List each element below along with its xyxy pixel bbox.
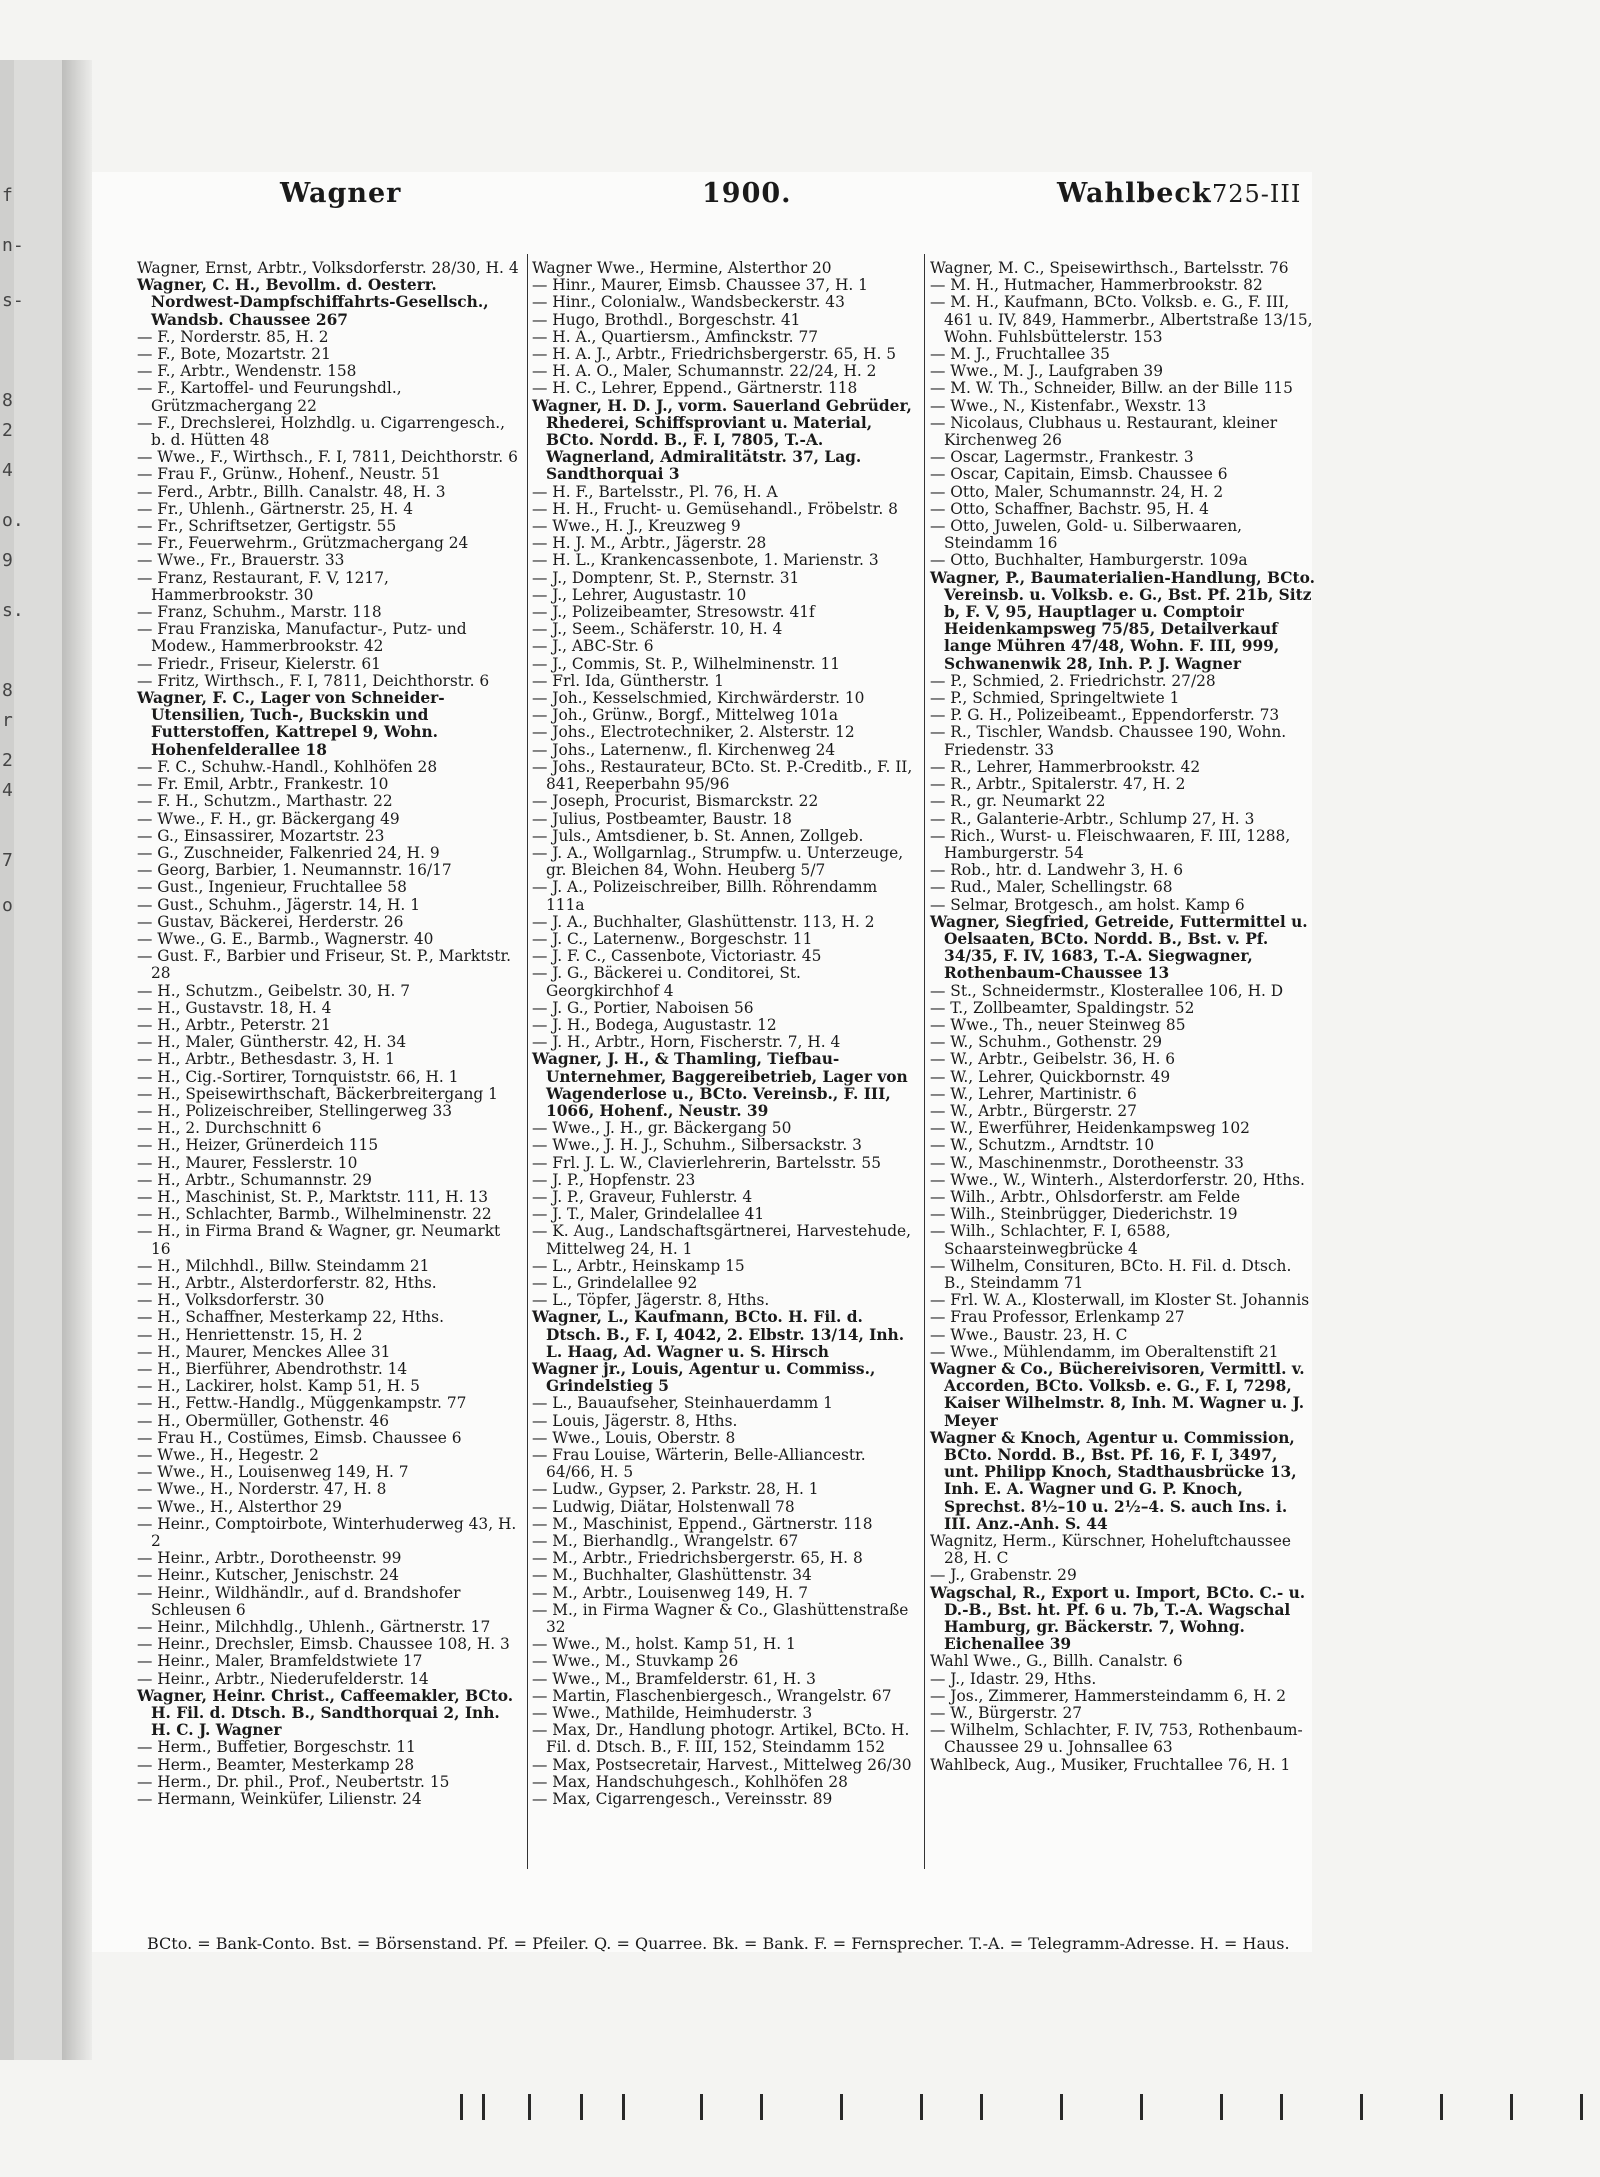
directory-entry: — Fr., Feuerwehrm., Grützmachergang 24	[137, 534, 469, 553]
edge-mark	[482, 2094, 485, 2120]
directory-entry: — H., Speisewirthschaft, Bäckerbreitergang 1	[137, 1084, 498, 1103]
edge-mark	[1140, 2094, 1143, 2120]
directory-entry: — H., Milchhdl., Billw. Steindamm 21	[137, 1256, 430, 1275]
directory-entry: — R., gr. Neumarkt 22	[930, 792, 1106, 811]
edge-mark	[622, 2094, 625, 2120]
directory-entry: — H. A., Quartiersm., Amfinckstr. 77	[532, 327, 819, 346]
directory-entry: — Gustav, Bäckerei, Herderstr. 26	[137, 912, 404, 931]
directory-entry: — Oscar, Lagermstr., Frankestr. 3	[930, 448, 1194, 467]
fragment-glyph: 9	[2, 550, 13, 571]
directory-entry: — Wwe., J. H., gr. Bäckergang 50	[532, 1119, 792, 1138]
edge-mark	[840, 2094, 843, 2120]
directory-entry: — Max, Postsecretair, Harvest., Mittelweg 26/30	[532, 1755, 912, 1774]
directory-entry: — H., Fettw.-Handlg., Müggenkampstr. 77	[137, 1394, 467, 1413]
directory-entry: — Wwe., Louis, Oberstr. 8	[532, 1428, 736, 1447]
directory-entry: — H., Lackirer, holst. Kamp 51, H. 5	[137, 1377, 420, 1396]
directory-entry: — Louis, Jägerstr. 8, Hths.	[532, 1411, 738, 1430]
directory-entry: — M. W. Th., Schneider, Billw. an der Bille 115	[930, 379, 1293, 398]
directory-entry: — St., Schneidermstr., Klosterallee 106, H. D	[930, 981, 1284, 1000]
directory-entry: — H., 2. Durchschnitt 6	[137, 1119, 322, 1138]
directory-entry: — H., Arbtr., Schumannstr. 29	[137, 1170, 372, 1189]
directory-entry: — H. F., Bartelsstr., Pl. 76, H. A	[532, 482, 778, 501]
directory-entry: — Ludwig, Diätar, Holstenwall 78	[532, 1497, 795, 1516]
edge-mark	[460, 2094, 463, 2120]
directory-entry: — Otto, Buchhalter, Hamburgerstr. 109a	[930, 551, 1248, 570]
directory-entry: Wagner & Co., Büchereivisoren, Vermittl. v. Accorden, BCto. Volksb. e. G., F. I, 7298, Kaiser Wilhelmstr. 8, Inh. M. Wagner u. J. Meyer	[930, 1360, 1305, 1430]
directory-entry: — Fr., Schriftsetzer, Gertigstr. 55	[137, 517, 397, 536]
directory-entry: — W., Lehrer, Quickbornstr. 49	[930, 1067, 1171, 1086]
directory-entry: — M. H., Hutmacher, Hammerbrookstr. 82	[930, 276, 1263, 295]
abbreviation-legend: BCto. = Bank-Conto. Bst. = Börsenstand. Pf. = Pfeiler. Q. = Quarree. Bk. = Bank. F. = Fernsprecher. T.-A. = Telegramm-Adresse. H. = Haus.	[147, 1934, 1290, 1953]
directory-entry: — Otto, Schaffner, Bachstr. 95, H. 4	[930, 499, 1209, 518]
directory-entry: — Wilhelm, Schlachter, F. IV, 753, Rothenbaum-Chaussee 29 u. Johnsallee 63	[930, 1721, 1303, 1757]
header-left-keyword: Wagner	[280, 178, 402, 209]
directory-entry: — Wwe., M., holst. Kamp 51, H. 1	[532, 1635, 796, 1654]
directory-entry: — H., Maschinist, St. P., Marktstr. 111, H. 13	[137, 1187, 489, 1206]
directory-entry: — W., Schutzm., Arndtstr. 10	[930, 1136, 1155, 1155]
directory-entry: — H., Arbtr., Alsterdorferstr. 82, Hths.	[137, 1273, 437, 1292]
directory-entry: — Wwe., M., Bramfelderstr. 61, H. 3	[532, 1669, 816, 1688]
directory-entry: — H. L., Krankencassenbote, 1. Marienstr. 3	[532, 551, 879, 570]
directory-entry: — Franz, Restaurant, F. V, 1217, Hammerbrookstr. 30	[137, 568, 389, 604]
directory-entry: — M., Buchhalter, Glashüttenstr. 34	[532, 1566, 812, 1585]
directory-entry: — Heinr., Arbtr., Dorotheenstr. 99	[137, 1549, 402, 1568]
directory-entry: — H., Henriettenstr. 15, H. 2	[137, 1325, 363, 1344]
directory-entry: — Joseph, Procurist, Bismarckstr. 22	[532, 792, 819, 811]
directory-page	[92, 172, 1315, 1953]
fragment-glyph: s.	[2, 600, 24, 621]
directory-entry: — Wwe., J. H. J., Schuhm., Silbersackstr. 3	[532, 1136, 862, 1155]
directory-entry: — W., Ewerführer, Heidenkampsweg 102	[930, 1119, 1250, 1138]
directory-entry: — Juls., Amtsdiener, b. St. Annen, Zollgeb.	[532, 826, 864, 845]
directory-entry: — R., Tischler, Wandsb. Chaussee 190, Wohn. Friedenstr. 33	[930, 723, 1287, 759]
directory-entry: — Julius, Postbeamter, Baustr. 18	[532, 809, 792, 828]
directory-entry: — R., Lehrer, Hammerbrookstr. 42	[930, 757, 1201, 776]
edge-mark	[1280, 2094, 1283, 2120]
directory-entry: — Fritz, Wirthsch., F. I, 7811, Deichthorstr. 6	[137, 671, 490, 690]
directory-entry: — F. C., Schuhw.-Handl., Kohlhöfen 28	[137, 757, 438, 776]
header-right-keyword: Wahlbeck	[1057, 178, 1212, 209]
directory-entry: — W., Maschinenmstr., Dorotheenstr. 33	[930, 1153, 1244, 1172]
directory-entry: Wahl Wwe., G., Billh. Canalstr. 6	[930, 1652, 1183, 1671]
directory-entry: — H., Schaffner, Mesterkamp 22, Hths.	[137, 1308, 444, 1327]
directory-entry: — H. J. M., Arbtr., Jägerstr. 28	[532, 534, 767, 553]
running-head	[92, 172, 1312, 222]
directory-entry: — Herm., Buffetier, Borgeschstr. 11	[137, 1738, 416, 1757]
directory-entry: — P. G. H., Polizeibeamt., Eppendorferstr. 73	[930, 706, 1280, 725]
directory-entry: — F., Norderstr. 85, H. 2	[137, 327, 329, 346]
directory-entry: — Fr., Uhlenh., Gärtnerstr. 25, H. 4	[137, 499, 414, 518]
directory-entry: — Frau F., Grünw., Hohenf., Neustr. 51	[137, 465, 441, 484]
directory-column-1	[137, 260, 522, 1808]
directory-entry: — J., Seem., Schäferstr. 10, H. 4	[532, 620, 783, 639]
directory-entry: — Joh., Grünw., Borgf., Mittelweg 101a	[532, 706, 839, 725]
directory-entry: Wagner, Ernst, Arbtr., Volksdorferstr. 28/30, H. 4	[137, 259, 519, 277]
directory-entry: — F., Kartoffel- und Feurungshdl., Grützmachergang 22	[137, 379, 402, 415]
directory-entry: — R., Galanterie-Arbtr., Schlump 27, H. 3	[930, 809, 1255, 828]
directory-entry: — M., Maschinist, Eppend., Gärtnerstr. 118	[532, 1514, 873, 1533]
directory-entry: — H., Schlachter, Barmb., Wilhelminenstr. 22	[137, 1205, 492, 1224]
directory-entry: Wagner, L., Kaufmann, BCto. H. Fil. d. Dtsch. B., F. I, 4042, 2. Elbstr. 13/14, Inh. L. Haag, Ad. Wagner u. S. Hirsch	[532, 1308, 905, 1361]
directory-entry: — F., Drechslerei, Holzhdlg. u. Cigarrengesch., b. d. Hütten 48	[137, 413, 506, 450]
fragment-glyph: 4	[2, 460, 13, 481]
directory-entry: — Selmar, Brotgesch., am holst. Kamp 6	[930, 895, 1245, 914]
directory-entry: — Wwe., G. E., Barmb., Wagnerstr. 40	[137, 929, 434, 948]
directory-entry: — Rud., Maler, Schellingstr. 68	[930, 878, 1173, 897]
fragment-glyph: 2	[2, 420, 13, 441]
directory-entry: — L., Töpfer, Jägerstr. 8, Hths.	[532, 1291, 770, 1310]
directory-entry: Wagner, C. H., Bevollm. d. Oesterr. Nordwest-Dampfschiffahrts-Gesellsch., Wandsb. Chaussee 267	[137, 276, 489, 329]
directory-entry: — Wwe., F. H., gr. Bäckergang 49	[137, 809, 400, 828]
directory-entry: — H., Maurer, Menckes Allee 31	[137, 1342, 391, 1361]
fragment-glyph: o	[2, 895, 13, 916]
directory-entry: Wagner, Heinr. Christ., Caffeemakler, BCto. H. Fil. d. Dtsch. B., Sandthorquai 2, Inh. H. C. J. Wagner	[137, 1686, 514, 1740]
fragment-glyph: f	[2, 185, 13, 206]
edge-mark	[700, 2094, 703, 2120]
directory-entry: — H., Heizer, Grünerdeich 115	[137, 1136, 379, 1155]
directory-entry: — Herm., Dr. phil., Prof., Neubertstr. 15	[137, 1772, 450, 1791]
directory-entry: — H. A. O., Maler, Schumannstr. 22/24, H. 2	[532, 362, 877, 381]
fragment-glyph: o.	[2, 510, 24, 531]
directory-entry: Wagner, P., Baumaterialien-Handlung, BCto. Vereinsb. u. Volksb. e. G., Bst. Pf. 21b, Sitz b, F. V, 95, Hauptlager u. Comptoir Heidenkampsweg 75/85, Detailverkauf lange Mühren 47/48, Wohn. F. III, 999, Schwanenwik 28, Inh. P. J. Wagner	[930, 568, 1315, 673]
directory-entry: — Nicolaus, Clubhaus u. Restaurant, kleiner Kirchenweg 26	[930, 413, 1278, 450]
directory-entry: — Wwe., H. J., Kreuzweg 9	[532, 517, 741, 536]
directory-entry: — J. G., Bäckerei u. Conditorei, St. Georgkirchhof 4	[532, 964, 801, 1000]
directory-entry: — J. A., Polizeischreiber, Billh. Röhrendamm 111a	[532, 878, 878, 914]
directory-entry: — H. C., Lehrer, Eppend., Gärtnerstr. 118	[532, 379, 858, 398]
directory-entry: — Jos., Zimmerer, Hammersteindamm 6, H. 2	[930, 1686, 1287, 1705]
directory-entry: — Johs., Restaurateur, BCto. St. P.-Creditb., F. II, 841, Reeperbahn 95/96	[532, 757, 913, 794]
directory-entry: — K. Aug., Landschaftsgärtnerei, Harvestehude, Mittelweg 24, H. 1	[532, 1222, 912, 1258]
directory-entry: Wagner, F. C., Lager von Schneider-Utensilien, Tuch-, Buckskin und Futterstoffen, Kattrepel 9, Wohn. Hohenfelderallee 18	[137, 689, 445, 759]
directory-entry: — Ludw., Gypser, 2. Parkstr. 28, H. 1	[532, 1480, 819, 1499]
directory-entry: — Wilh., Steinbrügger, Diederichstr. 19	[930, 1205, 1238, 1224]
directory-entry: — H. A. J., Arbtr., Friedrichsbergerstr. 65, H. 5	[532, 345, 897, 364]
directory-entry: — Hinr., Colonialw., Wandsbeckerstr. 43	[532, 293, 845, 312]
directory-entry: Wagner, M. C., Speisewirthsch., Bartelsstr. 76	[930, 259, 1289, 277]
directory-entry: — Wwe., H., Norderstr. 47, H. 8	[137, 1480, 387, 1499]
directory-entry: — J. A., Buchhalter, Glashüttenstr. 113, H. 2	[532, 912, 875, 931]
directory-entry: Wahlbeck, Aug., Musiker, Fruchtallee 76, H. 1	[930, 1755, 1291, 1774]
previous-page-edge	[0, 60, 64, 2060]
page-number: 725-III	[1212, 180, 1302, 208]
directory-entry: — H., Cig.-Sortirer, Tornquiststr. 66, H. 1	[137, 1067, 459, 1086]
directory-entry: — Heinr., Comptoirbote, Winterhuderweg 43, H. 2	[137, 1514, 517, 1551]
directory-entry: — H., Maurer, Fesslerstr. 10	[137, 1153, 358, 1172]
directory-entry: — J. A., Wollgarnlag., Strumpfw. u. Unterzeuge, gr. Bleichen 84, Wohn. Heuberg 5/7	[532, 843, 904, 880]
directory-entry: — H., Arbtr., Peterstr. 21	[137, 1015, 331, 1034]
directory-entry: — Gust., Schuhm., Jägerstr. 14, H. 1	[137, 895, 420, 914]
directory-entry: — Wwe., H., Alsterthor 29	[137, 1497, 342, 1516]
directory-entry: — Herm., Beamter, Mesterkamp 28	[137, 1755, 415, 1774]
directory-entry: — Otto, Juwelen, Gold- u. Silberwaaren, Steindamm 16	[930, 517, 1243, 553]
directory-entry: — Wwe., N., Kistenfabr., Wexstr. 13	[930, 396, 1207, 415]
directory-entry: — J. H., Bodega, Augustastr. 12	[532, 1015, 777, 1034]
directory-entry: — J., ABC-Str. 6	[532, 637, 654, 656]
directory-entry: — Frl. J. L. W., Clavierlehrerin, Bartelsstr. 55	[532, 1153, 882, 1172]
directory-entry: — Wilhelm, Consituren, BCto. H. Fil. d. Dtsch. B., Steindamm 71	[930, 1256, 1292, 1292]
fragment-glyph: 8	[2, 680, 13, 701]
directory-entry: — Joh., Kesselschmied, Kirchwärderstr. 10	[532, 689, 865, 708]
directory-entry: — Frau Professor, Erlenkamp 27	[930, 1308, 1185, 1327]
directory-entry: — Max, Cigarrengesch., Vereinsstr. 89	[532, 1790, 833, 1809]
directory-entry: Wagner, Siegfried, Getreide, Futtermittel u. Oelsaaten, BCto. Nordd. B., Bst. v. Pf. 34/35, F. IV, 1683, T.-A. Siegwagner, Rothenbaum-Chaussee 13	[930, 912, 1308, 983]
directory-entry: — H. H., Frucht- u. Gemüsehandl., Fröbelstr. 8	[532, 499, 898, 518]
directory-entry: — Frau Louise, Wärterin, Belle-Alliancestr. 64/66, H. 5	[532, 1446, 866, 1482]
directory-entry: — Wwe., Fr., Brauerstr. 33	[137, 551, 345, 570]
directory-entry: — M. J., Fruchtallee 35	[930, 345, 1110, 364]
directory-entry: — M., in Firma Wagner & Co., Glashüttenstraße 32	[532, 1600, 909, 1637]
directory-entry: — Wwe., M., Stuvkamp 26	[532, 1652, 739, 1671]
directory-entry: — H., Obermüller, Gothenstr. 46	[137, 1411, 390, 1430]
directory-entry: — H., in Firma Brand & Wagner, gr. Neumarkt 16	[137, 1222, 501, 1258]
directory-entry: — J. H., Arbtr., Horn, Fischerstr. 7, H. 4	[532, 1033, 841, 1052]
directory-entry: — H., Maler, Güntherstr. 42, H. 34	[137, 1033, 407, 1052]
directory-entry: — Frl. W. A., Klosterwall, im Kloster St. Johannis	[930, 1291, 1310, 1310]
directory-entry: — L., Grindelallee 92	[532, 1273, 698, 1292]
scan-edge-marks	[460, 2094, 1600, 2124]
directory-entry: — Wwe., Mathilde, Heimhuderstr. 3	[532, 1704, 813, 1723]
directory-entry: — Martin, Flaschenbiergesch., Wrangelstr. 67	[532, 1686, 892, 1705]
directory-entry: — Wwe., M. J., Laufgraben 39	[930, 362, 1163, 381]
directory-entry: — L., Arbtr., Heinskamp 15	[532, 1256, 745, 1275]
directory-entry: — Gust. F., Barbier und Friseur, St. P., Marktstr. 28	[137, 947, 512, 983]
directory-entry: — J. C., Laternenw., Borgeschstr. 11	[532, 929, 813, 948]
directory-entry: Wagner Wwe., Hermine, Alsterthor 20	[532, 259, 832, 277]
directory-entry: — Heinr., Arbtr., Niederufelderstr. 14	[137, 1669, 429, 1688]
directory-entry: — Hermann, Weinküfer, Lilienstr. 24	[137, 1790, 422, 1809]
directory-entry: — F., Arbtr., Wendenstr. 158	[137, 362, 357, 381]
directory-column-2	[532, 260, 917, 1808]
directory-entry: — Rich., Wurst- u. Fleischwaaren, F. III, 1288, Hamburgerstr. 54	[930, 826, 1291, 862]
directory-entry: — M., Bierhandlg., Wrangelstr. 67	[532, 1532, 799, 1551]
directory-entry: — H., Bierführer, Abendrothstr. 14	[137, 1360, 408, 1378]
directory-entry: — Rob., htr. d. Landwehr 3, H. 6	[930, 861, 1184, 880]
edge-mark	[1510, 2094, 1513, 2120]
directory-entry: — Wwe., Th., neuer Steinweg 85	[930, 1015, 1186, 1034]
header-year: 1900.	[702, 178, 792, 209]
directory-entry: — Ferd., Arbtr., Billh. Canalstr. 48, H. 3	[137, 482, 446, 501]
directory-entry: — W., Bürgerstr. 27	[930, 1704, 1083, 1723]
directory-entry: — J. P., Graveur, Fuhlerstr. 4	[532, 1187, 753, 1206]
directory-entry: — G., Einsassirer, Mozartstr. 23	[137, 826, 385, 845]
directory-entry: — Frau Franziska, Manufactur-, Putz- und Modew., Hammerbrookstr. 42	[137, 620, 467, 656]
binding-gutter	[62, 60, 92, 2060]
directory-entry: — J., Domptenr, St. P., Sternstr. 31	[532, 568, 800, 587]
edge-mark	[920, 2094, 923, 2120]
directory-entry: — J. G., Portier, Naboisen 56	[532, 998, 754, 1017]
directory-entry: — Wilh., Schlachter, F. I, 6588, Schaarsteinwegbrücke 4	[930, 1222, 1171, 1258]
directory-entry: — M., Arbtr., Louisenweg 149, H. 7	[532, 1583, 808, 1602]
directory-entry: — F. H., Schutzm., Marthastr. 22	[137, 792, 393, 811]
directory-entry: — Wwe., Mühlendamm, im Oberaltenstift 21	[930, 1342, 1279, 1361]
directory-entry: — Wwe., H., Louisenweg 149, H. 7	[137, 1463, 409, 1482]
directory-entry: — Wwe., H., Hegestr. 2	[137, 1446, 319, 1465]
column-divider	[924, 254, 925, 1869]
directory-entry: — Heinr., Wildhändlr., auf d. Brandshofer Schleusen 6	[137, 1583, 461, 1619]
directory-entry: — J., Polizeibeamter, Stresowstr. 41f	[532, 603, 815, 622]
edge-mark	[760, 2094, 763, 2120]
directory-entry: — P., Schmied, 2. Friedrichstr. 27/28	[930, 671, 1216, 690]
directory-entry: — J. P., Hopfenstr. 23	[532, 1170, 696, 1189]
directory-entry: — Heinr., Drechsler, Eimsb. Chaussee 108, H. 3	[137, 1635, 510, 1654]
column-divider	[527, 254, 528, 1869]
directory-entry: — Heinr., Maler, Bramfeldstwiete 17	[137, 1652, 423, 1671]
directory-entry: — H., Polizeischreiber, Stellingerweg 33	[137, 1101, 453, 1120]
directory-entry: — Georg, Barbier, 1. Neumannstr. 16/17	[137, 861, 452, 880]
directory-entry: — J., Lehrer, Augustastr. 10	[532, 585, 747, 604]
directory-entry: — R., Arbtr., Spitalerstr. 47, H. 2	[930, 775, 1186, 794]
directory-entry: Wagner & Knoch, Agentur u. Commission, BCto. Nordd. B., Bst. Pf. 16, F. I, 3497, unt. Philipp Knoch, Stadthausbrücke 13, Inh. E. A. Wagner und G. P. Knoch, Sprechst. 8½–10 u. 2½–4. S. auch Ins. i. III. Anz.-Anh. S. 44	[930, 1428, 1297, 1533]
directory-entry: — J., Grabenstr. 29	[930, 1566, 1077, 1585]
directory-entry: — Hinr., Maurer, Eimsb. Chaussee 37, H. 1	[532, 276, 868, 295]
directory-entry: — H., Schutzm., Geibelstr. 30, H. 7	[137, 981, 411, 1000]
directory-entry: — Johs., Laternenw., fl. Kirchenweg 24	[532, 740, 836, 759]
directory-entry: — Wilh., Arbtr., Ohlsdorferstr. am Felde	[930, 1187, 1241, 1206]
edge-mark	[1440, 2094, 1443, 2120]
page-bleed	[0, 60, 14, 2060]
directory-entry: — J. F. C., Cassenbote, Victoriastr. 45	[532, 947, 822, 966]
fragment-glyph: 4	[2, 780, 13, 801]
directory-entry: — Max, Dr., Handlung photogr. Artikel, BCto. H. Fil. d. Dtsch. B., F. III, 152, Steindamm 152	[532, 1721, 910, 1757]
directory-entry: — Wwe., Baustr. 23, H. C	[930, 1325, 1128, 1344]
directory-entry: — H., Volksdorferstr. 30	[137, 1291, 325, 1310]
directory-entry: — Wwe., F., Wirthsch., F. I, 7811, Deichthorstr. 6	[137, 448, 518, 467]
directory-entry: Wagner jr., Louis, Agentur u. Commiss., Grindelstieg 5	[532, 1360, 876, 1396]
directory-entry: Wagschal, R., Export u. Import, BCto. C.- u. D.-B., Bst. ht. Pf. 6 u. 7b, T.-A. Wagschal Hamburg, gr. Bäckerstr. 7, Wohng. Eichenallee 39	[930, 1583, 1306, 1654]
directory-entry: — F., Bote, Mozartstr. 21	[137, 345, 331, 364]
directory-entry: — W., Schuhm., Gothenstr. 29	[930, 1033, 1163, 1052]
fragment-glyph: r	[2, 710, 13, 731]
directory-entry: — Max, Handschuhgesch., Kohlhöfen 28	[532, 1772, 848, 1791]
directory-entry: — M. H., Kaufmann, BCto. Volksb. e. G., F. III, 461 u. IV, 849, Hammerbr., Albertstraße 13/15, Wohn. Fuhlsbüttelerstr. 153	[930, 293, 1313, 346]
directory-column-3	[930, 260, 1315, 1774]
edge-mark	[580, 2094, 583, 2120]
directory-entry: — Heinr., Milchhdlg., Uhlenh., Gärtnerstr. 17	[137, 1618, 491, 1637]
directory-entry: — Otto, Maler, Schumannstr. 24, H. 2	[930, 482, 1224, 501]
edge-mark	[980, 2094, 983, 2120]
directory-entry: — H., Arbtr., Bethesdastr. 3, H. 1	[137, 1050, 395, 1069]
directory-entry: — Wwe., W., Winterh., Alsterdorferstr. 20, Hths.	[930, 1170, 1305, 1189]
directory-entry: — W., Arbtr., Bürgerstr. 27	[930, 1101, 1137, 1120]
directory-entry: — P., Schmied, Springeltwiete 1	[930, 689, 1180, 708]
directory-entry: — J., Commis, St. P., Wilhelminenstr. 11	[532, 654, 841, 673]
directory-entry: — J. T., Maler, Grindelallee 41	[532, 1205, 765, 1224]
directory-entry: — L., Bauaufseher, Steinhauerdamm 1	[532, 1394, 833, 1413]
directory-entry: — W., Lehrer, Martinistr. 6	[930, 1084, 1137, 1103]
directory-entry: Wagner, J. H., & Thamling, Tiefbau-Unternehmer, Baggereibetrieb, Lager von Wagenderlose u., BCto. Vereinsb., F. III, 1066, Hohenf., Neustr. 39	[532, 1050, 908, 1120]
directory-entry: Wagnitz, Herm., Kürschner, Hoheluftchaussee 28, H. C	[930, 1532, 1291, 1568]
edge-mark	[1220, 2094, 1223, 2120]
fragment-glyph: n-	[2, 235, 24, 256]
directory-entry: — Heinr., Kutscher, Jenischstr. 24	[137, 1566, 399, 1585]
directory-entry: — Frl. Ida, Güntherstr. 1	[532, 671, 724, 690]
directory-entry: — G., Zuschneider, Falkenried 24, H. 9	[137, 843, 440, 862]
edge-mark	[1060, 2094, 1063, 2120]
directory-entry: — Hugo, Brothdl., Borgeschstr. 41	[532, 310, 801, 329]
directory-entry: — H., Gustavstr. 18, H. 4	[137, 998, 332, 1017]
directory-entry: — Johs., Electrotechniker, 2. Alsterstr. 12	[532, 723, 855, 742]
directory-entry: — J., Idastr. 29, Hths.	[930, 1669, 1097, 1688]
directory-entry: — Franz, Schuhm., Marstr. 118	[137, 603, 382, 622]
fragment-glyph: 7	[2, 850, 13, 871]
directory-entry: — M., Arbtr., Friedrichsbergerstr. 65, H. 8	[532, 1549, 863, 1568]
fragment-glyph: s-	[2, 290, 24, 311]
directory-entry: — Gust., Ingenieur, Fruchtallee 58	[137, 878, 407, 897]
edge-mark	[1580, 2094, 1583, 2120]
directory-entry: — Oscar, Capitain, Eimsb. Chaussee 6	[930, 465, 1228, 484]
directory-entry: Wagner, H. D. J., vorm. Sauerland Gebrüder, Rhederei, Schiffsproviant u. Material, BCto. Nordd. B., F. I, 7805, T.-A. Wagnerland, Admiralitätstr. 37, Lag. Sandthorquai 3	[532, 396, 912, 484]
directory-entry: — Fr. Emil, Arbtr., Frankestr. 10	[137, 775, 389, 794]
directory-entry: — Friedr., Friseur, Kielerstr. 61	[137, 654, 381, 673]
edge-mark	[528, 2094, 531, 2120]
edge-mark	[1360, 2094, 1363, 2120]
directory-entry: — W., Arbtr., Geibelstr. 36, H. 6	[930, 1050, 1176, 1069]
directory-entry: — T., Zollbeamter, Spaldingstr. 52	[930, 998, 1195, 1017]
fragment-glyph: 8	[2, 390, 13, 411]
directory-entry: — Frau H., Costümes, Eimsb. Chaussee 6	[137, 1428, 462, 1447]
fragment-glyph: 2	[2, 750, 13, 771]
